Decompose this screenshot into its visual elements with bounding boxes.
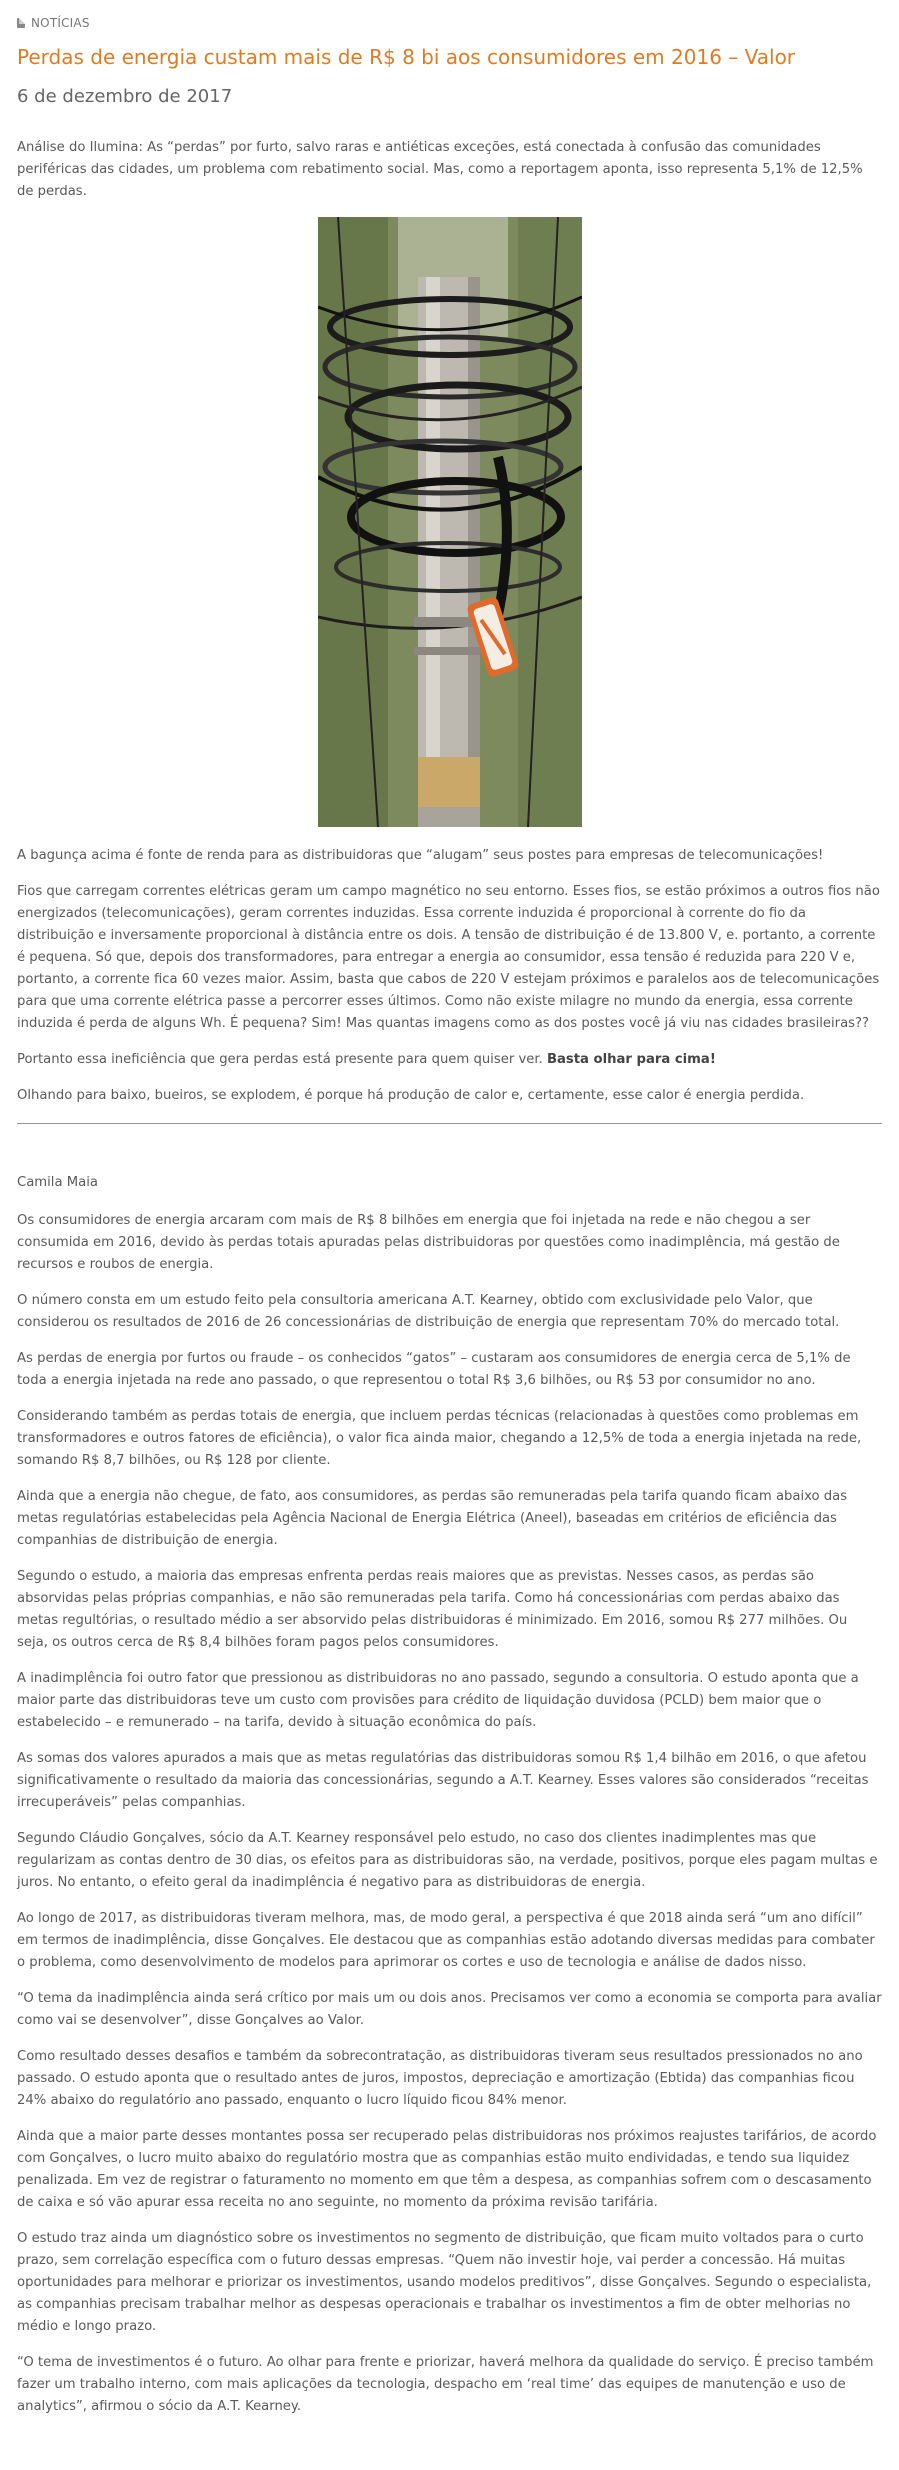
article-paragraph: Os consumidores de energia arcaram com mais de R$ 8 bilhões em energia que foi injetada na rede e não chegou a ser consumida em 2016, devido às perdas totais apuradas pelas distribuidoras por questões como inadimplência, má gestão de recursos e roubos de energia. xyxy=(17,1213,840,1272)
article-paragraph: Segundo Cláudio Gonçalves, sócio da A.T. Kearney responsável pelo estudo, no caso dos clientes inadimplentes mas que regularizam as contas dentro de 30 dias, os efeitos para as distribuidoras são, na verdade, positivos, porque eles pagam multas e juros. No entanto, o efeito geral da inadimplência é negativo para as distribuidoras de energia. xyxy=(17,1831,878,1890)
document-icon xyxy=(17,18,25,28)
section-divider xyxy=(17,1123,882,1124)
analysis-paragraph-3: Olhando para baixo, bueiros, se explodem, é porque há produção de calor e, certamente, esse calor é energia perdida. xyxy=(17,1088,805,1103)
author-name: Camila Maia xyxy=(17,1175,98,1190)
analysis-emphasis: Basta olhar para cima! xyxy=(546,1052,716,1067)
article-paragraph: Como resultado desses desafios e também da sobrecontratação, as distribuidoras tiveram seus resultados pressionados no ano passado. O estudo aponta que o resultado antes de juros, impostos, depreciação e amortização (Ebtida) das companhias ficou 24% abaixo do regulatório ano passado, enquanto o lucro líquido ficou 84% menor. xyxy=(17,2049,863,2108)
utility-pole-photo xyxy=(318,217,582,827)
analysis-paragraph-2 xyxy=(17,1049,882,1071)
article-paragraph: Ainda que a energia não chegue, de fato, aos consumidores, as perdas são remuneradas pela tarifa quando ficam abaixo das metas regulatórias estabelecidas pela Agência Nacional de Energia Elétrica (Aneel), baseadas em critérios de eficiência das companhias de distribuição de energia. xyxy=(17,1489,848,1548)
analysis-paragraph-2-text: Portanto essa ineficiência que gera perdas está presente para quem quiser ver. xyxy=(17,1052,547,1067)
article-paragraph: Considerando também as perdas totais de energia, que incluem perdas técnicas (relacionadas à questões como problemas em transformadores e outros fatores de eficiência), o valor fica ainda maior, chegando a 12,5% de toda a energia injetada na rede, somando R$ 8,7 bilhões, ou R$ 128 por cliente. xyxy=(17,1409,862,1468)
article-paragraph: O estudo traz ainda um diagnóstico sobre os investimentos no segmento de distribuição, que ficam muito voltados para o curto prazo, sem correlação específica com o futuro dessas empresas. “Quem não investir hoje, vai perder a concessão. Há muitas oportunidades para melhorar e priorizar os investimentos, usando modelos preditivos”, disse Gonçalves. Segundo o especialista, as companhias precisam trabalhar melhor as despesas operacionais e trabalhar os investimentos a fim de obter melhorias no médio e longo prazo. xyxy=(17,2231,872,2334)
category-label[interactable] xyxy=(17,16,882,30)
article-paragraph: “O tema da inadimplência ainda será crítico por mais um ou dois anos. Precisamos ver como a economia se comporta para avaliar como vai se desenvolver”, disse Gonçalves ao Valor. xyxy=(17,1991,882,2028)
intro-paragraph: Análise do Ilumina: As “perdas” por furto, salvo raras e antiéticas exceções, está conectada à confusão das comunidades periféricas das cidades, um problema com rebatimento social. Mas, como a reportagem aponta, isso representa 5,1% de 12,5% de perdas. xyxy=(17,140,863,199)
article-paragraph: Ainda que a maior parte desses montantes possa ser recuperado pelas distribuidoras nos próximos reajustes tarifários, de acordo com Gonçalves, o lucro muito abaixo do regulatório mostra que as companhias estão muito endividadas, e tendo sua liquidez penalizada. Em vez de registrar o faturamento no momento em que têm a despesa, as companhias sofrem com o descasamento de caixa e só vão apurar essa receita no ano seguinte, no momento da próxima revisão tarifária. xyxy=(17,2129,877,2210)
article-title: Perdas de energia custam mais de R$ 8 bi aos consumidores em 2016 – Valor xyxy=(17,45,796,69)
article-paragraph: “O tema de investimentos é o futuro. Ao olhar para frente e priorizar, haverá melhora da qualidade do serviço. É preciso também fazer um trabalho interno, com mais aplicações da tecnologia, despacho em ‘real time’ das equipes de manutenção e uso de analytics”, afirmou o sócio da A.T. Kearney. xyxy=(17,2355,874,2414)
publish-date: 6 de dezembro de 2017 xyxy=(17,86,233,107)
photo-caption: A bagunça acima é fonte de renda para as distribuidoras que “alugam” seus postes para empresas de telecomunicações! xyxy=(17,848,824,863)
article-paragraph: Ao longo de 2017, as distribuidoras tiveram melhora, mas, de modo geral, a perspectiva é que 2018 ainda será “um ano difícil” em termos de inadimplência, disse Gonçalves. Ele destacou que as companhias estão adotando diversas medidas para combater o problema, como desenvolvimento de modelos para aprimorar os cortes e uso de tecnologia e análise de dados nisso. xyxy=(17,1911,875,1970)
article-paragraph: Segundo o estudo, a maioria das empresas enfrenta perdas reais maiores que as previstas. Nesses casos, as perdas são absorvidas pelas próprias companhias, e não são remuneradas pela tarifa. Como há concessionárias com perdas abaixo das metas regultórias, o resultado médio a ser absorvido pelas distribuidoras é minimizado. Em 2016, somou R$ 277 milhões. Ou seja, os outros cerca de R$ 8,4 bilhões foram pagos pelos consumidores. xyxy=(17,1569,848,1650)
category-text[interactable]: NOTÍCIAS xyxy=(31,16,90,30)
article-paragraph: As perdas de energia por furtos ou fraude – os conhecidos “gatos” – custaram aos consumidores de energia cerca de 5,1% de toda a energia injetada na rede ano passado, o que representou o total R$ 3,6 bilhões, ou R$ 53 por consumidor no ano. xyxy=(17,1351,851,1388)
article-container xyxy=(0,16,899,2418)
article-paragraph: As somas dos valores apurados a mais que as metas regulatórias das distribuidoras somou R$ 1,4 bilhão em 2016, o que afetou significativamente o resultado da maioria das concessionárias, segundo a A.T. Kearney. Esses valores são considerados “receitas irrecuperáveis” pelas companhias. xyxy=(17,1751,869,1810)
article-paragraph: A inadimplência foi outro fator que pressionou as distribuidoras no ano passado, segundo a consultoria. O estudo aponta que a maior parte das distribuidoras teve um custo com provisões para crédito de liquidação duvidosa (PCLD) bem maior que o estabelecido – e remunerado – na tarifa, devido à situação econômica do país. xyxy=(17,1671,859,1730)
article-paragraph: O número consta em um estudo feito pela consultoria americana A.T. Kearney, obtido com exclusividade pelo Valor, que considerou os resultados de 2016 de 26 concessionárias de distribuição de energia que representam 70% do mercado total. xyxy=(17,1293,840,1330)
analysis-paragraph-1: Fios que carregam correntes elétricas geram um campo magnético no seu entorno. Esses fios, se estão próximos a outros fios não energizados (telecomunicações), geram correntes induzidas. Essa corrente induzida é proporcional à corrente do fio da distribuição e inversamente proporcional à distância entre os dois. A tensão de distribuição é de 13.800 V, e. portanto, a corrente é pequena. Só que, depois dos transformadores, para entregar a energia ao consumidor, essa tensão é reduzida para 220 V e, portanto, a corrente fica 60 vezes maior. Assim, basta que cabos de 220 V estejam próximos e paralelos aos de telecomunicações para que uma corrente elétrica passe a percorrer esses últimos. Como não existe milagre no mundo da energia, essa corrente induzida é perda de alguns Wh. É pequena? Sim! Mas quantas imagens como as dos postes você já viu nas cidades brasileiras?? xyxy=(17,884,880,1031)
utility-pole-illustration xyxy=(318,217,582,827)
